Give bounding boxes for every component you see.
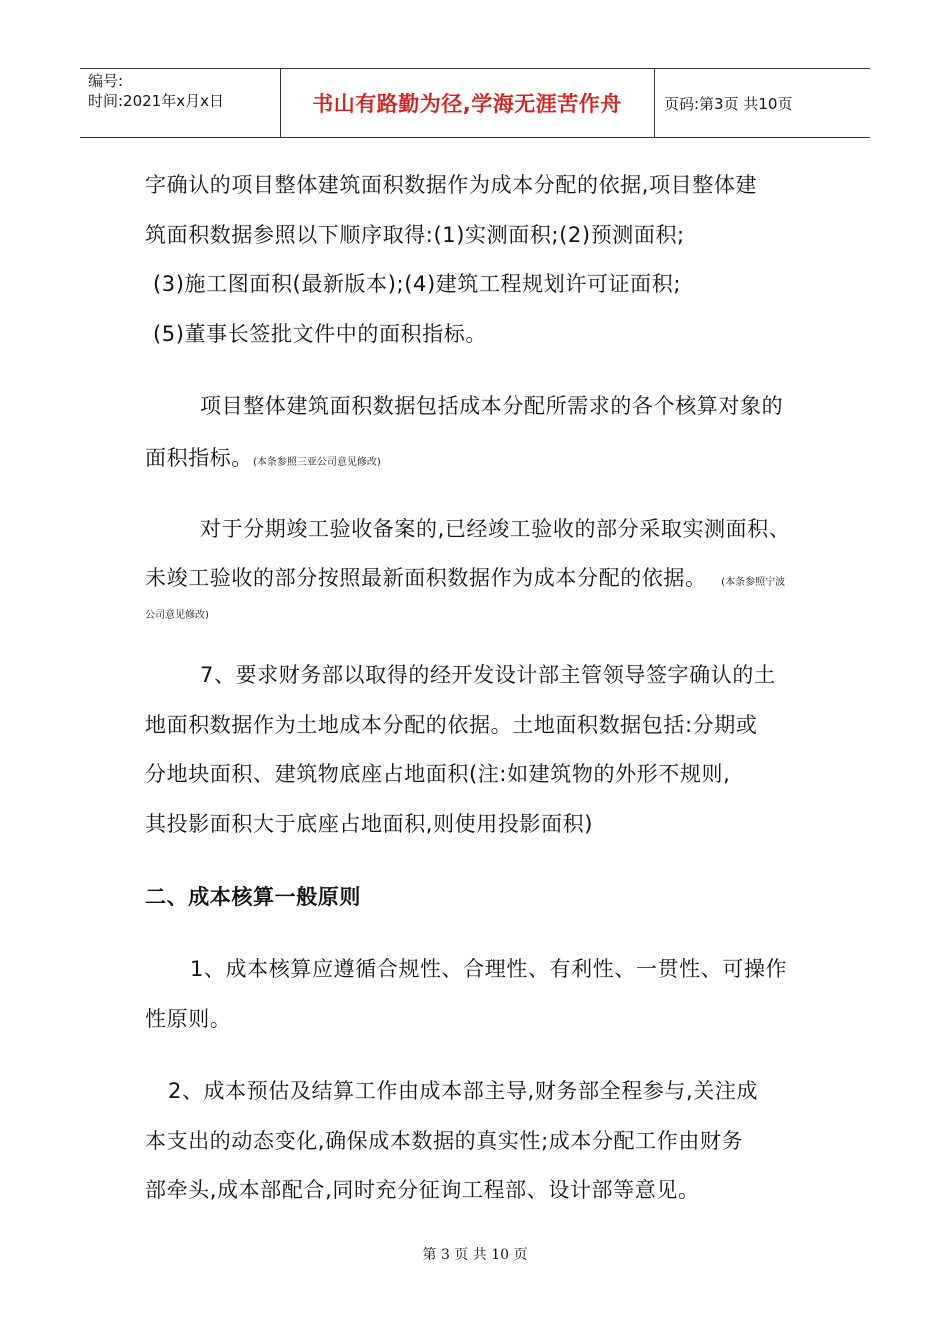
text-line [145, 554, 813, 607]
text-line: 筑面积数据参照以下顺序取得:(1)实测面积;(2)预测面积; [145, 223, 685, 247]
text-line: 地面积数据作为土地成本分配的依据。土地面积数据包括:分期或 [145, 713, 758, 737]
text-span: 面积指标。 [145, 446, 253, 470]
text-line [145, 434, 813, 487]
revision-note: (本条参照宁波 [721, 577, 786, 588]
text-line: 本支出的动态变化,确保成本数据的真实性;成本分配工作由财务 [145, 1129, 744, 1153]
text-line: 性原则。 [145, 1007, 232, 1031]
page-header [80, 68, 870, 138]
text-line: 分地块面积、建筑物底座占地面积(注:如建筑物的外形不规则, [145, 762, 731, 786]
page-footer: 第 3 页 共 10 页 [422, 1247, 528, 1263]
text-line: (3)施工图面积(最新版本);(4)建筑工程规划许可证面积; [153, 272, 682, 296]
section-heading: 二、成本核算一般原则 [145, 885, 361, 909]
text-line: 项目整体建筑面积数据包括成本分配所需求的各个核算对象的 [200, 394, 784, 418]
text-line: 部牵头,成本部配合,同时充分征询工程部、设计部等意见。 [145, 1178, 700, 1202]
text-line: 1、成本核算应遵循合规性、合理性、有利性、一贯性、可操作 [190, 957, 788, 981]
text-line: 2、成本预估及结算工作由成本部主导,财务部全程参与,关注成 [168, 1079, 759, 1103]
text-line: (5)董事长签批文件中的面积指标。 [153, 322, 487, 346]
revision-note-continued: 公司意见修改) [145, 610, 209, 621]
header-motto: 书山有路勤为径,学海无涯苦作舟 [312, 92, 622, 116]
text-span: 未竣工验收的部分按照最新面积数据作为成本分配的依据。 [145, 566, 707, 590]
text-line: 7、要求财务部以取得的经开发设计部主管领导签字确认的土 [200, 663, 776, 687]
text-line: 对于分期竣工验收备案的,已经竣工验收的部分采取实测面积、 [200, 517, 791, 541]
revision-note: (本条参照三亚公司意见修改) [253, 457, 381, 468]
text-line: 字确认的项目整体建筑面积数据作为成本分配的依据,项目整体建 [145, 173, 758, 197]
document-date-label: 时间:2021年x月x日 [88, 92, 224, 110]
header-meta [88, 71, 224, 111]
header-page-label: 页码:第3页 共10页 [664, 94, 793, 113]
header-divider [654, 69, 655, 137]
document-number-label: 编号: [88, 72, 124, 90]
text-line: 其投影面积大于底座占地面积,则使用投影面积) [145, 812, 594, 836]
